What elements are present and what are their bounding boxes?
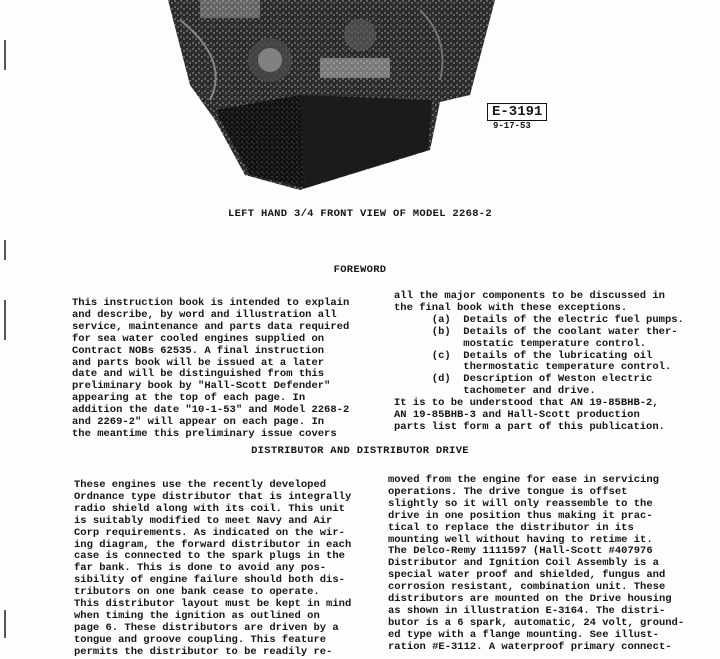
text-line: all the major components to be discussed in <box>394 290 665 302</box>
text-line: tributors on one bank cease to operate. <box>74 586 320 599</box>
text-line: tongue and groove coupling. This feature <box>74 633 327 646</box>
text-line: (d) Description of Weston electric <box>394 373 653 386</box>
distributor-left-column <box>74 480 351 659</box>
text-line: operations. The drive tongue is offset <box>388 485 628 498</box>
text-line: tachometer and drive. <box>394 385 596 398</box>
text-line: when timing the ignition as outlined on <box>74 609 320 622</box>
text-line: Ordnance type distributor that is integrally <box>74 490 352 503</box>
text-line: addition the date "10-1-53" and Model 2268-2 <box>72 404 350 417</box>
text-line: the meantime this preliminary issue covers <box>72 427 337 440</box>
text-line: This instruction book is intended to explain <box>72 297 350 309</box>
text-line: radio shield along with its coil. This unit <box>74 502 345 515</box>
text-line: This distributor layout must be kept in mind <box>74 598 352 611</box>
distributor-right-column <box>388 475 684 654</box>
text-line: ed type with a flange mounting. See illust- <box>388 628 659 641</box>
text-line: The Delco-Remy 1111597 (Hall-Scott #407976 <box>388 545 653 558</box>
text-line: (b) Details of the coolant water ther- <box>394 325 678 338</box>
text-line: Corp requirements. As indicated on the wir- <box>74 526 345 539</box>
text-line: date and will be distinguished from this <box>72 368 325 381</box>
text-line: tical to replace the distributor in its <box>388 521 634 534</box>
margin-mark <box>4 240 6 260</box>
text-line: mostatic temperature control. <box>394 337 647 350</box>
text-line: It is to be understood that AN 19-85BHB-2, <box>394 397 659 410</box>
text-line: far bank. This is done to avoid any pos- <box>74 562 327 575</box>
text-line: drive in one position thus making it prac- <box>388 509 653 522</box>
text-line: (c) Details of the lubricating oil <box>394 349 653 362</box>
text-line: butor is a 6 spark, automatic, 24 volt, ground- <box>388 616 685 629</box>
photo-date: 9-17-53 <box>493 121 531 131</box>
engine-photo <box>0 0 720 195</box>
text-line: thermostatic temperature control. <box>394 361 672 374</box>
text-line: service, maintenance and parts data required <box>72 320 350 333</box>
text-line: appearing at the top of each page. In <box>72 392 306 405</box>
text-line: corrosion resistant, combination unit. These <box>388 581 666 594</box>
text-line: and 2269-2" will appear on each page. In <box>72 416 325 429</box>
text-line: preliminary book by "Hall-Scott Defender" <box>72 380 331 393</box>
text-line: ing diagram, the forward distributor in each <box>74 538 352 551</box>
text-line: special water proof and shielded, fungus and <box>388 569 666 582</box>
photo-label: E-3191 <box>487 103 547 121</box>
text-line: distributors are mounted on the Drive housing <box>388 593 672 606</box>
text-line: moved from the engine for ease in servicing <box>388 474 659 486</box>
text-line: as shown in illustration E-3164. The distri- <box>388 604 666 617</box>
text-line: Contract NOBs 62535. A final instruction <box>72 344 325 357</box>
foreword-heading: FOREWORD <box>333 264 387 276</box>
margin-mark <box>4 40 6 70</box>
text-line: mounting well without having to retime it. <box>388 533 653 546</box>
margin-mark <box>4 300 6 340</box>
text-line: page 6. These distributors are driven by a <box>74 621 339 634</box>
figure-caption: LEFT HAND 3/4 FRONT VIEW OF MODEL 2268-2 <box>227 208 493 220</box>
text-line: and describe, by word and illustration all <box>72 308 337 321</box>
foreword-left-column <box>72 298 349 441</box>
text-line: sibility of engine failure should both dis- <box>74 574 345 587</box>
text-line: (a) Details of the electric fuel pumps. <box>394 313 684 326</box>
text-line: case is connected to the spark plugs in the <box>74 550 345 563</box>
text-line: the final book with these exceptions. <box>394 301 628 314</box>
text-line: and parts book will be issued at a later <box>72 356 325 369</box>
distributor-heading: DISTRIBUTOR AND DISTRIBUTOR DRIVE <box>251 445 469 457</box>
text-line: slightly so it will only reassemble to the <box>388 497 653 510</box>
text-line: is suitably modified to meet Navy and Air <box>74 514 333 527</box>
text-line: parts list form a part of this publication. <box>394 420 665 433</box>
text-line: for sea water cooled engines supplied on <box>72 332 325 345</box>
text-line: permits the distributor to be readily re- <box>74 645 333 658</box>
text-line: Distributor and Ignition Coil Assembly is a <box>388 557 659 570</box>
text-line: These engines use the recently developed <box>74 479 327 491</box>
text-line: ration #E-3112. A waterproof primary connect- <box>388 640 672 653</box>
text-line: AN 19-85BHB-3 and Hall-Scott production <box>394 409 640 422</box>
foreword-right-column <box>394 291 684 434</box>
margin-mark <box>4 610 6 638</box>
